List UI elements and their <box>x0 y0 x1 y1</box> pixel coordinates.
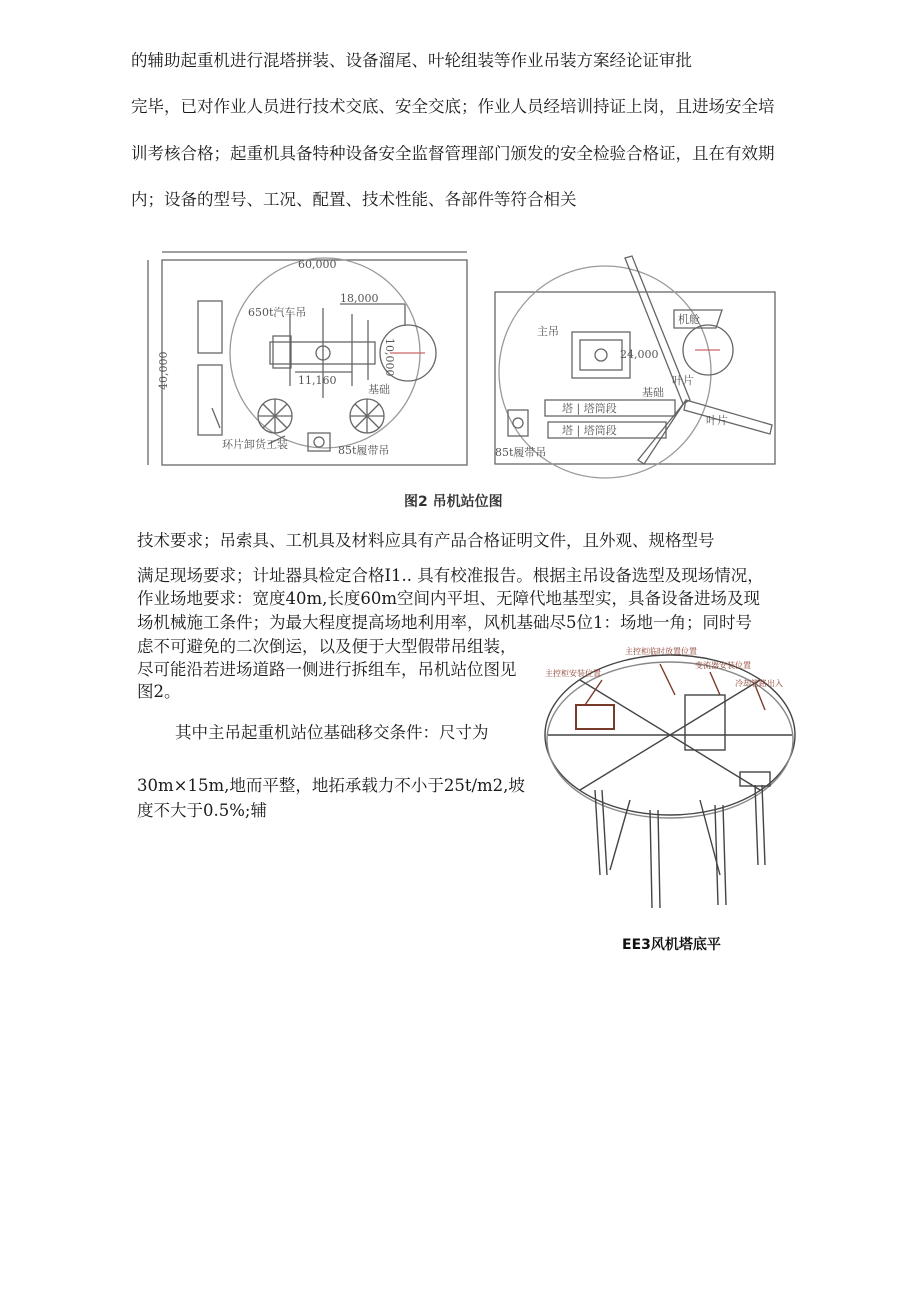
dim-18000-label: 18,000 <box>340 292 379 305</box>
width-label: 60,000 <box>298 258 337 271</box>
blade-shape-3 <box>638 400 686 464</box>
storage-area-1 <box>198 301 222 353</box>
main-cabinet-area <box>576 705 614 729</box>
main-cabinet-label: 主控柜安装位置 <box>545 669 601 678</box>
foundation-label-right: 基础 <box>642 386 664 399</box>
paragraph3-line2: 30m×15m,地而平整，地拓承载力不小于25t/m2,坡 <box>137 776 525 795</box>
blade-tooling-label: 环片卸货工装 <box>222 438 288 451</box>
site-boundary-left <box>162 260 467 465</box>
blade-shape-2 <box>684 400 772 434</box>
crawler-85t-label-right: 85t履带吊 <box>495 446 547 459</box>
dim-24000-label: 24,000 <box>620 348 659 361</box>
paragraph2-line6: 尽可能沿若进场道路一侧进行拆组车，吊机站位图见 <box>137 660 517 679</box>
tower-section-label-2: 塔 | 塔筒段 <box>562 424 617 437</box>
paragraph2-line2: 满足现场要求；计址器具检定合格I1.. 具有校准报告。根据主吊设备选型及现场情况， <box>137 566 764 585</box>
tower-base-platform-drawing <box>540 640 800 920</box>
blade-label-1: 叶片 <box>672 374 694 387</box>
nacelle-label: 机舱 <box>678 313 700 326</box>
figure3-caption: EE3风机塔底平 <box>622 937 721 953</box>
paragraph3-line1: 其中主吊起重机站位基础移交条件：尺寸为 <box>175 723 489 742</box>
dim-11160-label: 11,160 <box>298 374 337 387</box>
paragraph3-line3: 度不大于0.5%;辅 <box>137 801 267 820</box>
paragraph2-line7: 图2。 <box>137 682 181 701</box>
crane-layout-left-plan <box>140 248 480 473</box>
blade-label-2: 叶片 <box>706 414 728 427</box>
blade-tooling-wheel-2 <box>350 399 384 433</box>
paragraph2-line5: 虑不可避免的二次倒运，以及便于大型假带吊组装， <box>137 637 517 656</box>
height-label: 40,000 <box>157 351 170 390</box>
dim-10000-label: 10,000 <box>383 338 396 377</box>
crane-650t-label: 650t汽车吊 <box>248 306 307 319</box>
figure2-caption: 图2 吊机站位图 <box>404 494 503 510</box>
paragraph2-line3: 作业场地要求：宽度40m,长度60m空间内平坦、无障代地基型实，具备设备进场及现 <box>137 589 761 608</box>
converter-label: 变流器安装位置 <box>695 661 751 670</box>
temp-cabinet-label: 主控柜临时放置位置 <box>625 647 697 656</box>
crawler-85t-label: 85t履带吊 <box>338 444 390 457</box>
tower-section-label-1: 塔 | 塔筒段 <box>562 402 617 415</box>
paragraph2-line4: 场机械施工条件；为最大程度提高场地利用率，风机基础尽5位1：场地一角；同时号 <box>137 613 752 632</box>
foundation-label: 基础 <box>368 383 390 396</box>
paragraph1-line4: 内；设备的型号、工况、配置、技术性能、各部件等符合相关 <box>131 190 577 209</box>
blade-tooling-wheel-1 <box>258 399 292 433</box>
crane-layout-right-plan <box>490 250 790 480</box>
paragraph1-line1: 的辅助起重机进行混塔拼装、设备溜尾、叶轮组装等作业吊装方案经论证审批 <box>131 51 692 70</box>
paragraph1-line3: 训考核合格；起重机具备特种设备安全监督管理部门颁发的安全检验合格证，且在有效期 <box>131 144 775 163</box>
cooling-pipe-label: 冷却管路出入 <box>735 679 783 688</box>
paragraph2-line1: 技术要求；吊索具、工机具及材料应具有产品合格证明文件，且外观、规格型号 <box>137 531 715 550</box>
main-crane-label: 主吊 <box>537 325 559 338</box>
paragraph1-line2: 完毕，已对作业人员进行技术交底、安全交底；作业人员经培训持证上岗，且进场安全培 <box>131 97 775 116</box>
